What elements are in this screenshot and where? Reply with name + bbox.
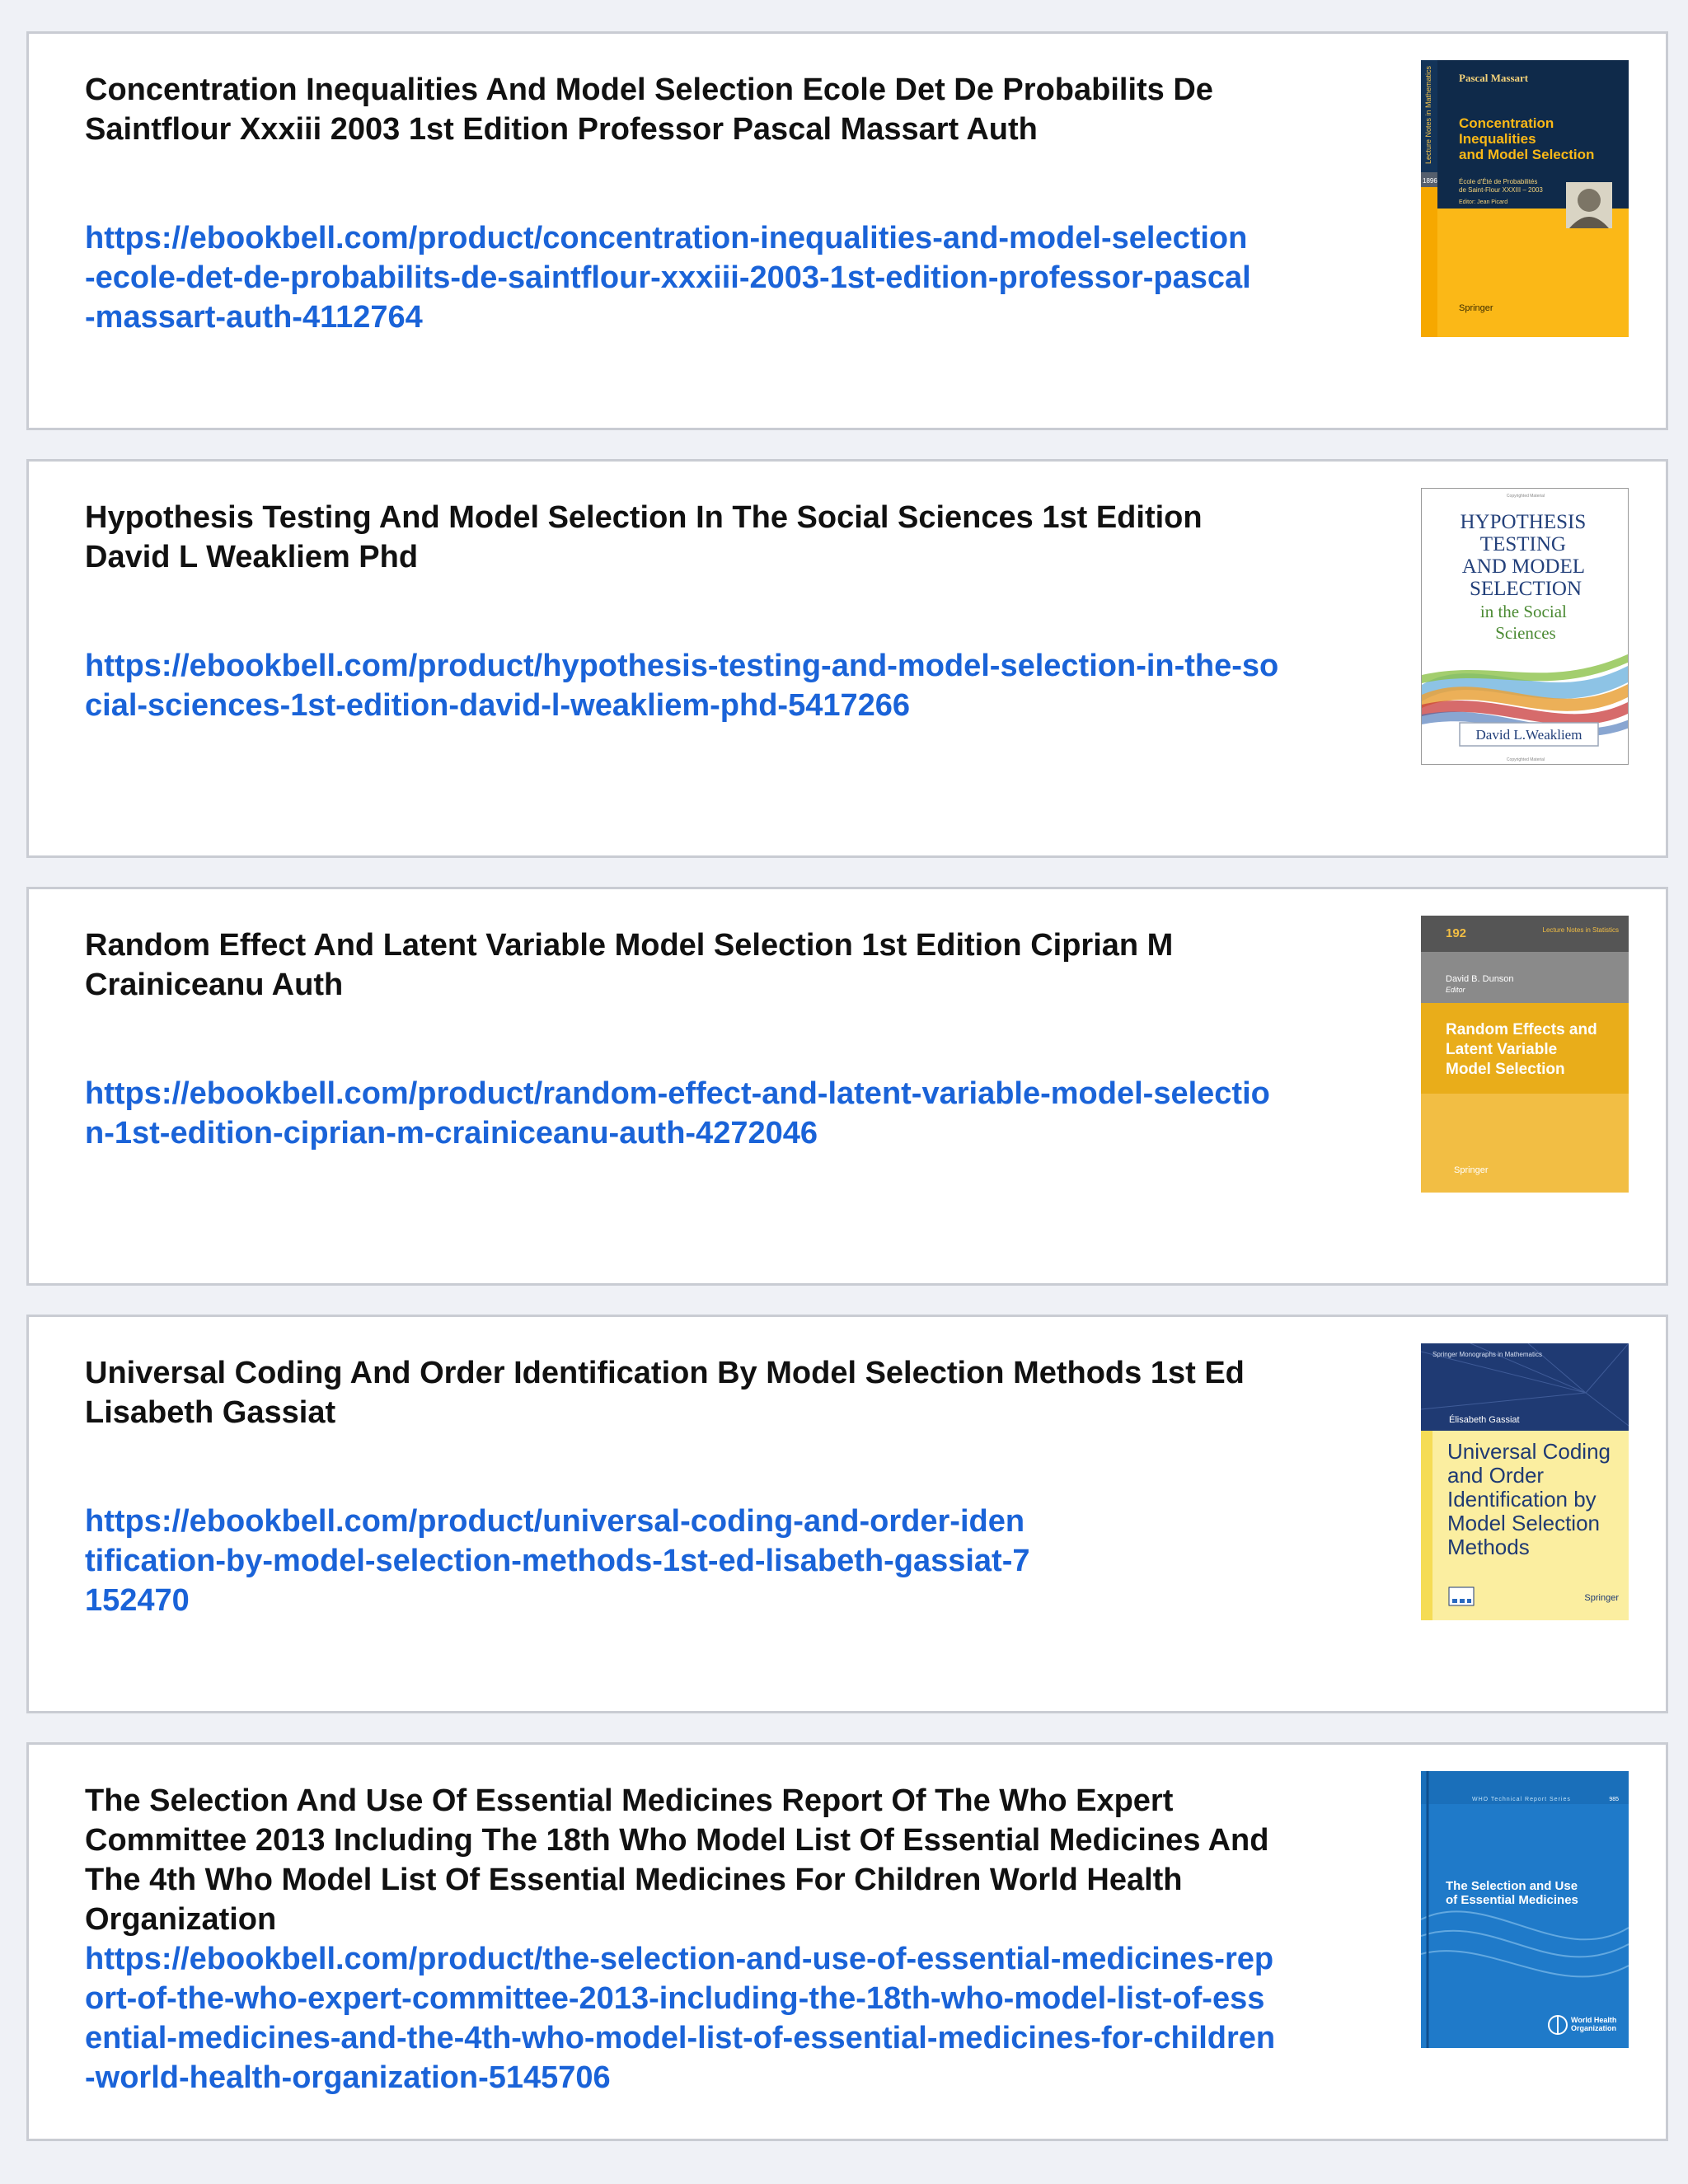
cover-title: The Selection and Use of Essential Medicines: [1446, 1879, 1578, 1907]
cover-series: Springer Monographs in Mathematics: [1432, 1351, 1542, 1358]
cover-copyright: Copyrighted Material: [1506, 494, 1545, 499]
book-cover-image: [1421, 1771, 1629, 2048]
cover-subtitle: in the Social Sciences: [1479, 602, 1567, 643]
book-cover[interactable]: [1421, 916, 1629, 1193]
cover-author: David L.Weakliem: [1475, 727, 1582, 743]
book-cover[interactable]: [1421, 488, 1629, 765]
book-link[interactable]: https://ebookbell.com/product/the-selection-and-use-of-essential-medicines-report-of-the-who-expert-committee-2013-including-the-18th-who-model-list-of-essential-medicines-and-the-4th-who-model-list-of-essential-medicines-for-children-world-health-organization-5145706: [85, 1942, 1276, 2095]
book-text: [85, 1353, 1280, 1620]
cover-background: [1421, 1771, 1629, 2048]
portrait-icon: [1566, 182, 1612, 228]
cover-title: HYPOTHESIS TESTING AND MODEL SELECTION: [1460, 511, 1587, 600]
cover-publisher: Springer: [1459, 303, 1493, 313]
cover-publisher: Springer: [1454, 1165, 1489, 1175]
cover-publisher: Springer: [1584, 1593, 1619, 1603]
book-cover-image: [1421, 1343, 1629, 1620]
book-card: [26, 1742, 1668, 2141]
book-title: Hypothesis Testing And Model Selection In The Social Sciences 1st Edition David L Weakliem Phd: [85, 500, 1203, 574]
book-cover[interactable]: [1421, 1771, 1629, 2048]
cover-author: Élisabeth Gassiat: [1449, 1415, 1520, 1425]
cover-editor-role: Editor: [1446, 986, 1465, 994]
cover-series: WHO Technical Report Series: [1472, 1797, 1571, 1802]
cover-title: Random Effects and Latent Variable Model Selection: [1446, 1021, 1597, 1078]
cover-editor-name: David B. Dunson: [1446, 974, 1514, 984]
cover-number: 1896: [1423, 177, 1437, 185]
cover-editor: Editor: Jean Picard: [1459, 199, 1508, 205]
cover-organization: World Health Organization: [1571, 2016, 1617, 2032]
book-title: Universal Coding And Order Identification By Model Selection Methods 1st Ed Lisabeth Gassiat: [85, 1356, 1245, 1430]
cover-number: 985: [1609, 1797, 1619, 1802]
book-title: The Selection And Use Of Essential Medicines Report Of The Who Expert Committee 2013 Including The 18th Who Model List Of Essential Medicines And The 4th Who Model List Of Essential Medicines For Children World Health Organization: [85, 1783, 1269, 1937]
svg-text:Copyrighted Material: Copyrighted Material: [1506, 757, 1545, 762]
book-title: Random Effect And Latent Variable Model Selection 1st Edition Ciprian M Crainiceanu Auth: [85, 928, 1174, 1002]
book-cover-image: [1421, 60, 1629, 337]
cover-series: Lecture Notes in Mathematics: [1424, 65, 1432, 164]
book-cover-image: [1421, 916, 1629, 1193]
book-link[interactable]: https://ebookbell.com/product/hypothesis-testing-and-model-selection-in-the-social-sciences-1st-edition-david-l-weakliem-phd-5417266: [85, 649, 1279, 723]
book-link[interactable]: https://ebookbell.com/product/concentration-inequalities-and-model-selection-ecole-det-de-probabilits-de-saintflour-xxxiii-2003-1st-edition-professor-pascal-massart-auth-4112764: [85, 221, 1251, 335]
cover-number: 192: [1446, 926, 1467, 940]
book-card: [26, 459, 1668, 858]
book-text: [85, 926, 1280, 1153]
book-cover[interactable]: [1421, 1343, 1629, 1620]
book-link[interactable]: https://ebookbell.com/product/universal-coding-and-order-identification-by-model-selection-methods-1st-ed-lisabeth-gassiat-7152470: [85, 1504, 1030, 1618]
cover-series: Lecture Notes in Statistics: [1542, 926, 1619, 934]
book-text: [85, 498, 1280, 725]
book-card: [26, 887, 1668, 1286]
cover-author: Pascal Massart: [1459, 72, 1529, 84]
book-card: [26, 1315, 1668, 1713]
book-text: [85, 1781, 1280, 2097]
book-link[interactable]: https://ebookbell.com/product/random-effect-and-latent-variable-model-selection-1st-edition-ciprian-m-crainiceanu-auth-4272046: [85, 1076, 1270, 1151]
book-card: [26, 31, 1668, 430]
book-title: Concentration Inequalities And Model Selection Ecole Det De Probabilits De Saintflour Xxxiii 2003 1st Edition Professor Pascal Massart Auth: [85, 73, 1213, 147]
book-cover[interactable]: [1421, 60, 1629, 337]
cover-title: Concentration Inequalities and Model Selection: [1459, 115, 1595, 162]
cover-subtitle: École d'Été de Probabilités de Saint-Flour XXXIII – 2003: [1459, 178, 1543, 194]
qr-icon: [1449, 1587, 1474, 1605]
book-text: [85, 70, 1280, 337]
cover-title: Universal Coding and Order Identification by Model Selection Methods: [1447, 1439, 1611, 1559]
book-cover-image: [1422, 489, 1629, 765]
